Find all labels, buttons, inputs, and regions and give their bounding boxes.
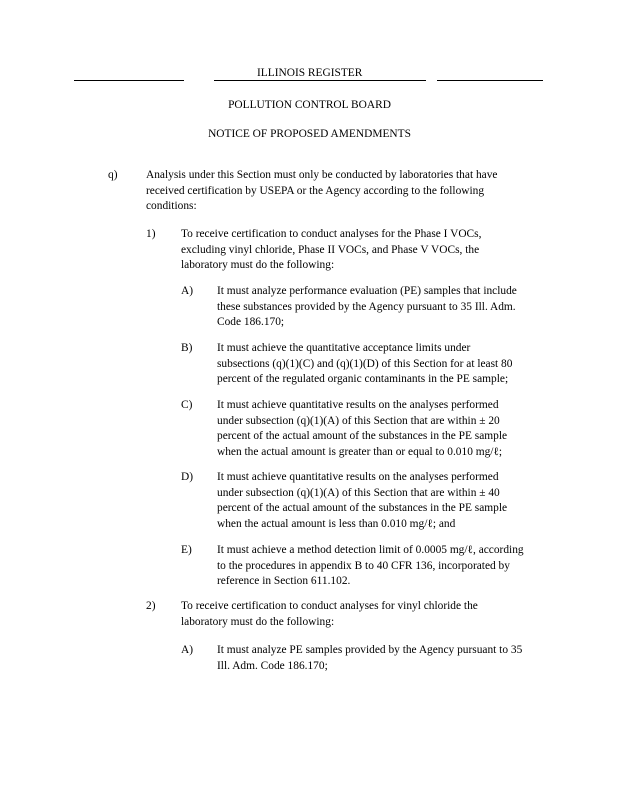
text-line: It must achieve quantitative results on the analyses performed <box>217 471 499 483</box>
text-line: percent of the regulated organic contaminants in the PE sample; <box>217 373 509 385</box>
item-1e-text <box>217 543 524 590</box>
text-line: Ill. Adm. Code 186.170; <box>217 659 328 672</box>
item-1c-marker: C) <box>181 399 193 411</box>
text-line: Code 186.170; <box>217 316 285 328</box>
register-title: ILLINOIS REGISTER <box>257 67 363 79</box>
subsection-q-marker: q) <box>108 169 118 181</box>
text-line: received certification by USEPA or the Agency according to the following <box>146 184 485 197</box>
text-line: reference in Section 611.102. <box>217 575 351 587</box>
text-line: under subsection (q)(1)(A) of this Section that are within ± 40 <box>217 486 500 499</box>
item-1-text <box>181 227 481 274</box>
text-line: It must analyze PE samples provided by the Agency pursuant to 35 <box>217 644 523 656</box>
text-line: It must achieve a method detection limit of 0.0005 mg/ℓ, according <box>217 544 524 556</box>
text-line: to the procedures in appendix B to 40 CFR 136, incorporated by <box>217 559 510 572</box>
text-line: It must achieve the quantitative acceptance limits under <box>217 342 471 354</box>
text-line: percent of the actual amount of the substances in the PE sample <box>217 430 508 442</box>
text-line: percent of the actual amount of the substances in the PE sample <box>217 502 508 514</box>
item-1d-marker: D) <box>181 471 194 483</box>
text-line: these substances provided by the Agency pursuant to 35 Ill. Adm. <box>217 300 516 313</box>
notice-title: NOTICE OF PROPOSED AMENDMENTS <box>208 128 411 140</box>
text-line: under subsection (q)(1)(A) of this Section that are within ± 20 <box>217 414 500 427</box>
board-title: POLLUTION CONTROL BOARD <box>228 99 391 111</box>
text-line: It must analyze performance evaluation (PE) samples that include <box>217 285 517 297</box>
item-2a-marker: A) <box>181 644 194 656</box>
text-line: laboratory must do the following: <box>181 615 335 628</box>
item-1e-marker: E) <box>181 544 192 556</box>
item-1a-marker: A) <box>181 285 194 297</box>
header-rule-right <box>437 80 543 81</box>
text-line: To receive certification to conduct analyses for vinyl chloride the <box>181 600 478 612</box>
item-2-text <box>181 599 478 630</box>
text-line: when the actual amount is greater than or equal to 0.010 mg/ℓ; <box>217 445 503 458</box>
item-1b-marker: B) <box>181 342 193 354</box>
item-1b-text <box>217 341 512 388</box>
text-line: when the actual amount is less than 0.010 mg/ℓ; and <box>217 517 456 530</box>
text-line: Analysis under this Section must only be conducted by laboratories that have <box>146 169 498 181</box>
item-1c-text <box>217 398 507 460</box>
subsection-q-text <box>146 168 497 215</box>
item-2a-text <box>217 643 522 674</box>
text-line: laboratory must do the following: <box>181 259 335 271</box>
item-1-marker: 1) <box>146 228 156 240</box>
text-line: excluding vinyl chloride, Phase II VOCs, and Phase V VOCs, the <box>181 243 480 256</box>
text-line: subsections (q)(1)(C) and (q)(1)(D) of this Section for at least 80 <box>217 357 513 370</box>
item-1d-text <box>217 470 507 532</box>
text-line: conditions: <box>146 200 197 212</box>
header-rule-left <box>74 80 184 81</box>
item-1a-text <box>217 284 517 331</box>
item-2-marker: 2) <box>146 600 156 612</box>
text-line: It must achieve quantitative results on the analyses performed <box>217 399 499 411</box>
text-line: To receive certification to conduct analyses for the Phase I VOCs, <box>181 228 482 240</box>
